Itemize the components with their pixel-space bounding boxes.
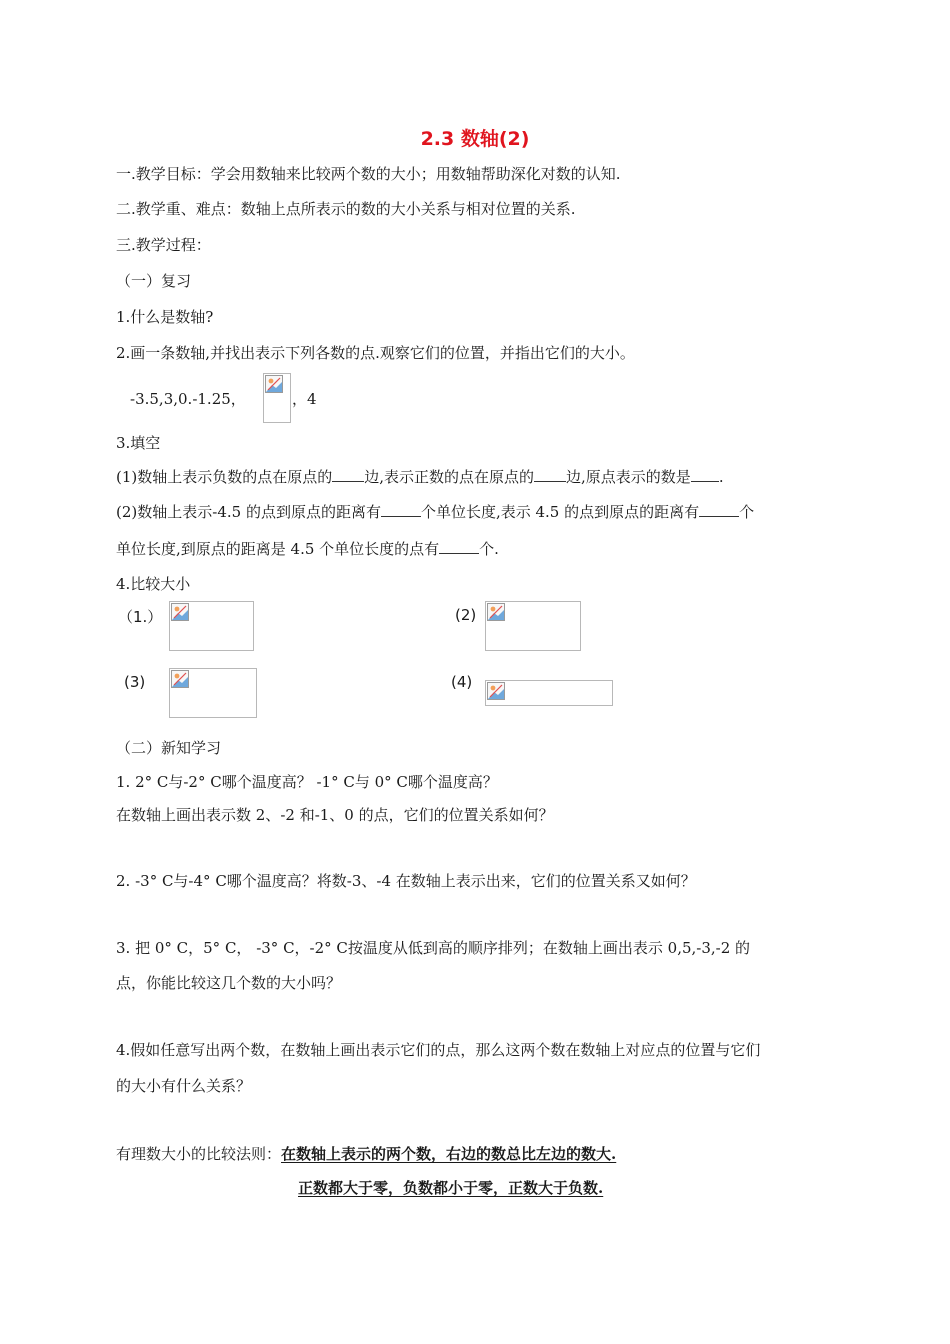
new-question-4: 4.假如任意写出两个数，在数轴上画出表示它们的点，那么这两个数在数轴上对应点的位置与它们 <box>116 1041 761 1059</box>
fill-blank-1-text-c: 边,原点表示的数是 <box>566 468 691 486</box>
key-points: 二.教学重、难点：数轴上点所表示的数的大小关系与相对位置的关系. <box>116 200 576 218</box>
broken-image-icon <box>171 670 189 688</box>
fill-blank-2 <box>116 502 754 522</box>
rule-statement-2 <box>298 1178 603 1198</box>
fraction-image <box>263 373 291 423</box>
rule-statement-2-text: 正数都大于零，负数都小于零，正数大于负数. <box>298 1179 604 1197</box>
fill-blank-2-text-b: 个单位长度,表示 4.5 的点到原点的距离有 <box>420 503 700 521</box>
rule-statement-1: 在数轴上表示的两个数，右边的数总比左边的数大. <box>281 1145 617 1163</box>
broken-image-icon <box>487 603 505 621</box>
blank-right-side[interactable] <box>534 467 566 482</box>
compare-image-3 <box>169 668 257 718</box>
blank-left-side[interactable] <box>332 467 364 482</box>
compare-label-4: (4) <box>451 673 473 691</box>
new-question-1-continued: 在数轴上画出表示数 2、-2 和-1、0 的点，它们的位置关系如何？ <box>116 806 554 824</box>
comparison-rule <box>116 1144 616 1164</box>
review-question-4: 4.比较大小 <box>116 575 191 593</box>
compare-image-4 <box>485 680 613 706</box>
review-question-1: 1.什么是数轴? <box>116 308 214 326</box>
number-list-part-a: -3.5,3,0.-1.25， <box>130 390 246 408</box>
new-learning-heading: （二）新知学习 <box>116 739 222 757</box>
compare-label-1: （1.） <box>118 608 163 626</box>
new-question-3: 3. 把 0° C，5° C， -3° C，-2° C按温度从低到高的顺序排列；在数轴上画出表示 0,5,-3,-2 的 <box>116 939 751 957</box>
review-heading: （一）复习 <box>116 272 192 290</box>
number-list-part-b: ，4 <box>292 390 317 408</box>
fill-blank-1-text-d: . <box>718 468 724 486</box>
compare-label-2: (2) <box>455 606 477 624</box>
broken-image-icon <box>171 603 189 621</box>
blank-distance-negative[interactable] <box>381 502 421 517</box>
fill-blank-2-text-a: (2)数轴上表示-4.5 的点到原点的距离有 <box>116 503 381 521</box>
review-question-3: 3.填空 <box>116 434 161 452</box>
teaching-process-heading: 三.教学过程： <box>116 236 211 254</box>
blank-distance-positive[interactable] <box>699 502 739 517</box>
compare-image-1 <box>169 601 254 651</box>
fill-blank-2-text-c: 个 <box>739 503 755 521</box>
fill-blank-2-continued <box>116 539 499 559</box>
new-question-4-continued: 的大小有什么关系？ <box>116 1077 252 1095</box>
compare-label-3: (3) <box>124 673 146 691</box>
fill-blank-2-text-d: 单位长度,到原点的距离是 4.5 个单位长度的点有 <box>116 540 440 558</box>
fill-blank-1-text-a: (1)数轴上表示负数的点在原点的 <box>116 468 333 486</box>
fill-blank-1-text-b: 边,表示正数的点在原点的 <box>364 468 535 486</box>
page-title: 2.3 数轴(2) <box>420 128 530 150</box>
review-question-2: 2.画一条数轴,并找出表示下列各数的点.观察它们的位置，并指出它们的大小。 <box>116 344 635 362</box>
broken-image-icon <box>487 682 505 700</box>
fill-blank-1 <box>116 467 724 487</box>
compare-image-2 <box>485 601 581 651</box>
blank-origin-number[interactable] <box>691 467 719 482</box>
teaching-objectives: 一.教学目标：学会用数轴来比较两个数的大小；用数轴帮助深化对数的认知. <box>116 165 621 183</box>
new-question-1: 1. 2° C与-2° C哪个温度高？ -1° C与 0° C哪个温度高？ <box>116 773 498 791</box>
new-question-3-continued: 点，你能比较这几个数的大小吗？ <box>116 974 342 992</box>
blank-point-count[interactable] <box>439 539 479 554</box>
new-question-2: 2. -3° C与-4° C哪个温度高？将数-3、-4 在数轴上表示出来，它们的位置关系又如何？ <box>116 872 696 890</box>
fill-blank-2-text-e: 个. <box>479 540 499 558</box>
rule-label: 有理数大小的比较法则： <box>116 1145 282 1163</box>
broken-image-icon <box>265 375 283 393</box>
